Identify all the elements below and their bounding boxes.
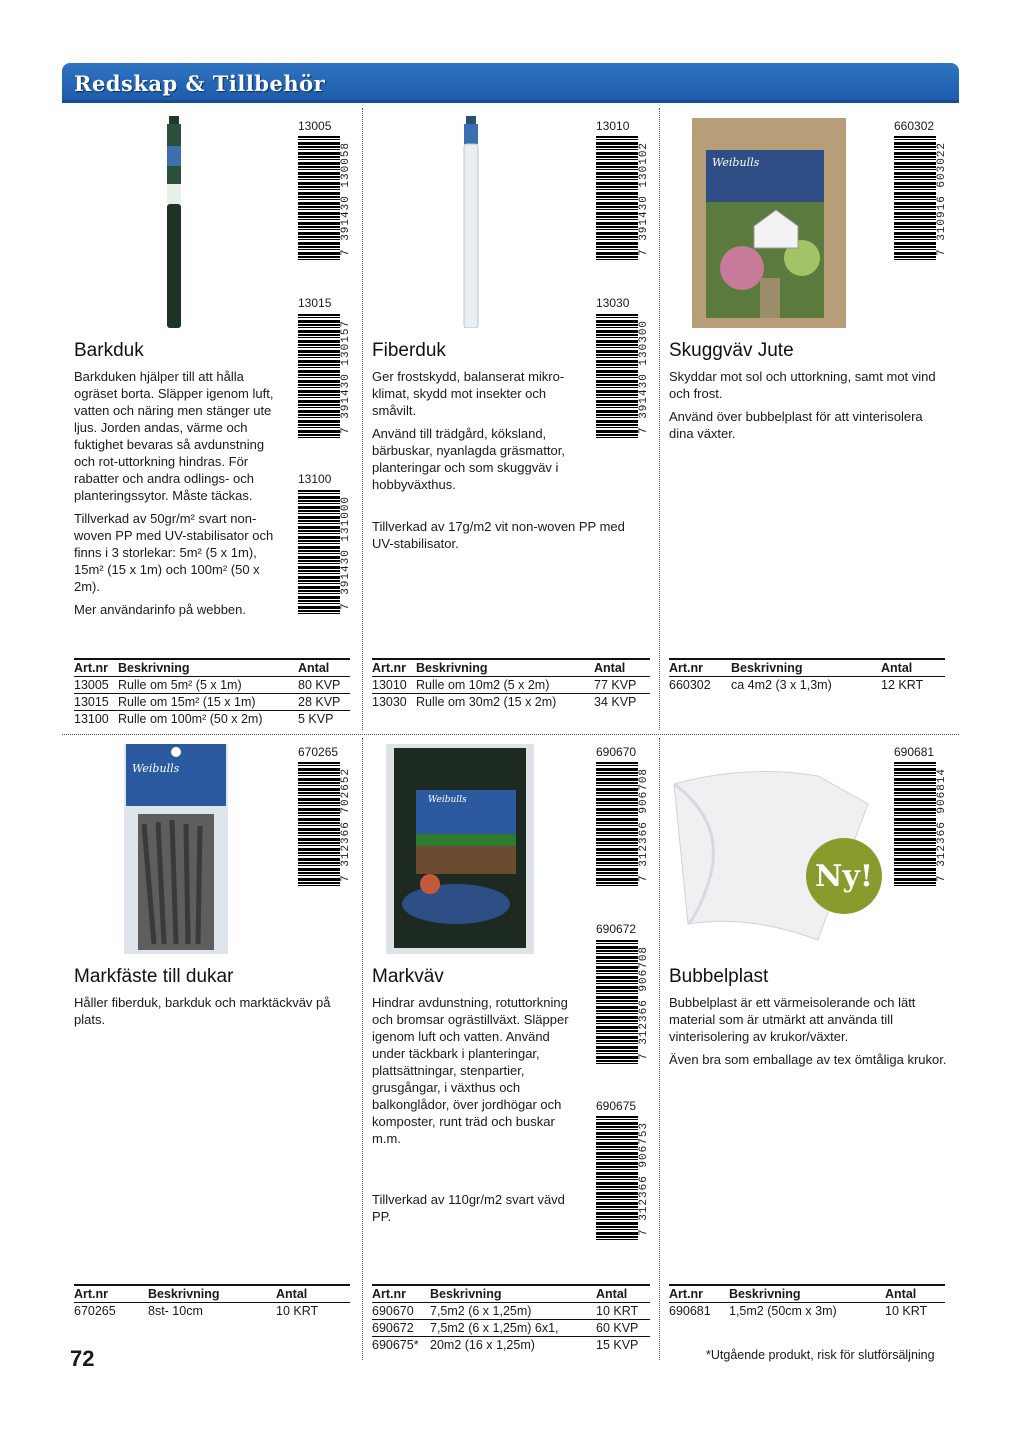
article-code: 690681: [894, 745, 935, 759]
column-divider: [659, 108, 660, 730]
product-title: Markväv: [372, 966, 444, 987]
article-code: 13100: [298, 472, 332, 486]
barcode: 7 391430 130300: [596, 314, 652, 440]
article-code: 13015: [298, 296, 332, 310]
product-description: Barkduken hjälper till att hålla ogräset borta. Släpper igenom luft, vatten och näring men stänger ute ljus. Jorden andas, värme och fuktighet bevaras så avdunstning och rot-uttorkning hindras. För rabatter och andra odlings- och planteringssytor. Måste täckas. Tillverkad av 50gr/m² svart non-woven PP med UV-stabilisator och finns i 3 storlekar: 5m² (5 x 1m), 15m² (15 x 1m) och 100m² (50 x 2m). Mer användarinfo på webben.: [74, 369, 274, 617]
barcode: 7 391430 130102: [596, 136, 652, 262]
weibulls-logo: Weibulls: [132, 762, 180, 775]
weibulls-logo: Weibulls: [712, 156, 760, 169]
article-code: 690675: [596, 1099, 637, 1113]
table-row: 13005 Rulle om 5m² (5 x 1m) 80 KVP: [74, 677, 350, 694]
table-row: 690675* 20m2 (16 x 1,25m) 15 KVP: [372, 1338, 639, 1352]
product-table: Art.nr Beskrivning Antal 670265 8st- 10cm 10 KRT: [74, 1284, 350, 1319]
product-table: Art.nr Beskrivning Antal 660302 ca 4m2 (3 x 1,3m) 12 KRT: [669, 658, 945, 693]
barcode: 7 312366 906814: [894, 762, 950, 888]
table-row: 690681 1,5m2 (50cm x 3m) 10 KRT: [669, 1304, 928, 1318]
article-code: 13030: [596, 296, 630, 310]
fiberduk-roll-image: [461, 116, 481, 328]
product-description: Ger frostskydd, balanserat mikro-klimat, skydd mot insekter och småvilt. Använd till trädgård, köksland, bärbuskar, nyanlagda gräsmattor, planteringar och som skuggväv i hobbyväxthus.: [372, 369, 565, 492]
weibulls-logo: Weibulls: [428, 795, 467, 805]
product-description: Håller fiberduk, barkduk och marktäckväv på plats.: [74, 995, 331, 1027]
product-title: Bubbelplast: [669, 966, 769, 987]
barcode: 7 310916 603022: [894, 136, 950, 262]
product-description: Bubbelplast är ett värmeisolerande och lätt material som är utmärkt att använda till vinterisolering av krukor/växter. Även bra som emballage av tex ömtåliga krukor.: [669, 995, 947, 1067]
product-table: Art.nr Beskrivning Antal 13005 Rulle om 5m² (5 x 1m) 80 KVP 13015 Rulle om 15m² (15 x 1m) 28 KVP 13100 Rulle om 100m² (50 x 2m) 5 KVP: [74, 658, 350, 727]
section-header: [62, 63, 959, 103]
product-table: Art.nr Beskrivning Antal 690670 7,5m2 (6 x 1,25m) 10 KRT 690672 7,5m2 (6 x 1,25m) 6x1, 60 KVP 690675* 20m2 (16 x 1,25m) 15 KVP: [372, 1284, 650, 1353]
barcode: 7 391430 130157: [298, 314, 354, 440]
page-number: 72: [70, 1346, 95, 1371]
new-badge: Ny!: [806, 838, 882, 914]
article-code: 13010: [596, 119, 630, 133]
table-row: 13015 Rulle om 15m² (15 x 1m) 28 KVP: [74, 694, 350, 711]
barcode: 7 312366 906708: [596, 762, 652, 888]
product-title: Barkduk: [74, 340, 144, 361]
barcode: 7 391430 131000: [298, 490, 354, 616]
article-code: 690672: [596, 922, 637, 936]
footnote: *Utgående produkt, risk för slutförsäljning: [706, 1348, 935, 1362]
product-title: Fiberduk: [372, 340, 446, 361]
table-row: 690672 7,5m2 (6 x 1,25m) 6x1, 60 KVP: [372, 1320, 650, 1337]
column-divider: [362, 108, 363, 730]
barcode: 7 312366 906753: [596, 1116, 652, 1242]
product-table: Art.nr Beskrivning Antal 690681 1,5m2 (50cm x 3m) 10 KRT: [669, 1284, 945, 1319]
table-row: 13100 Rulle om 100m² (50 x 2m) 5 KVP: [74, 712, 334, 726]
markvav-package-image: [386, 744, 534, 954]
barkduk-roll-image: [164, 116, 184, 328]
column-divider: [362, 738, 363, 1360]
article-code: 660302: [894, 119, 935, 133]
barcode: 7 312366 906708: [596, 940, 652, 1066]
product-table: Art.nr Beskrivning Antal 13010 Rulle om 10m2 (5 x 2m) 77 KVP 13030 Rulle om 30m2 (15 x 2m) 34 KVP: [372, 658, 650, 710]
column-divider: [659, 738, 660, 1360]
table-row: 690670 7,5m2 (6 x 1,25m) 10 KRT: [372, 1303, 650, 1320]
markfaste-package-image: [124, 744, 228, 954]
product-material: Tillverkad av 110gr/m2 svart vävd PP.: [372, 1192, 565, 1224]
table-row: 670265 8st- 10cm 10 KRT: [74, 1304, 319, 1318]
product-title: Skuggväv Jute: [669, 340, 794, 361]
section-title: Redskap & Tillbehör: [74, 71, 326, 96]
skuggvav-package-image: [692, 118, 846, 328]
table-row: 660302 ca 4m2 (3 x 1,3m) 12 KRT: [669, 678, 924, 692]
table-row: 13010 Rulle om 10m2 (5 x 2m) 77 KVP: [372, 677, 650, 694]
row-divider: [62, 734, 959, 735]
article-code: 690670: [596, 745, 637, 759]
barcode: 7 312366 702652: [298, 762, 354, 888]
product-description: Skyddar mot sol och uttorkning, samt mot vind och frost. Använd över bubbelplast för att vinterisolera dina växter.: [669, 369, 936, 441]
article-code: 13005: [298, 119, 332, 133]
table-row: 13030 Rulle om 30m2 (15 x 2m) 34 KVP: [372, 695, 637, 709]
product-title: Markfäste till dukar: [74, 966, 234, 987]
article-code: 670265: [298, 745, 339, 759]
product-material: Tillverkad av 17g/m2 vit non-woven PP med UV-stabilisator.: [372, 519, 625, 551]
product-description: Hindrar avdunstning, rotuttorkning och bromsar ogrästillväxt. Släpper igenom luft och vatten. Använd under täckbark i planteringar, plattsättningar, stenpartier, grusgångar, i växthus och balkonglådor, över jordhögar och komposter, runt träd och buskar m.m.: [372, 995, 569, 1146]
barcode: 7 391430 130058: [298, 136, 354, 262]
